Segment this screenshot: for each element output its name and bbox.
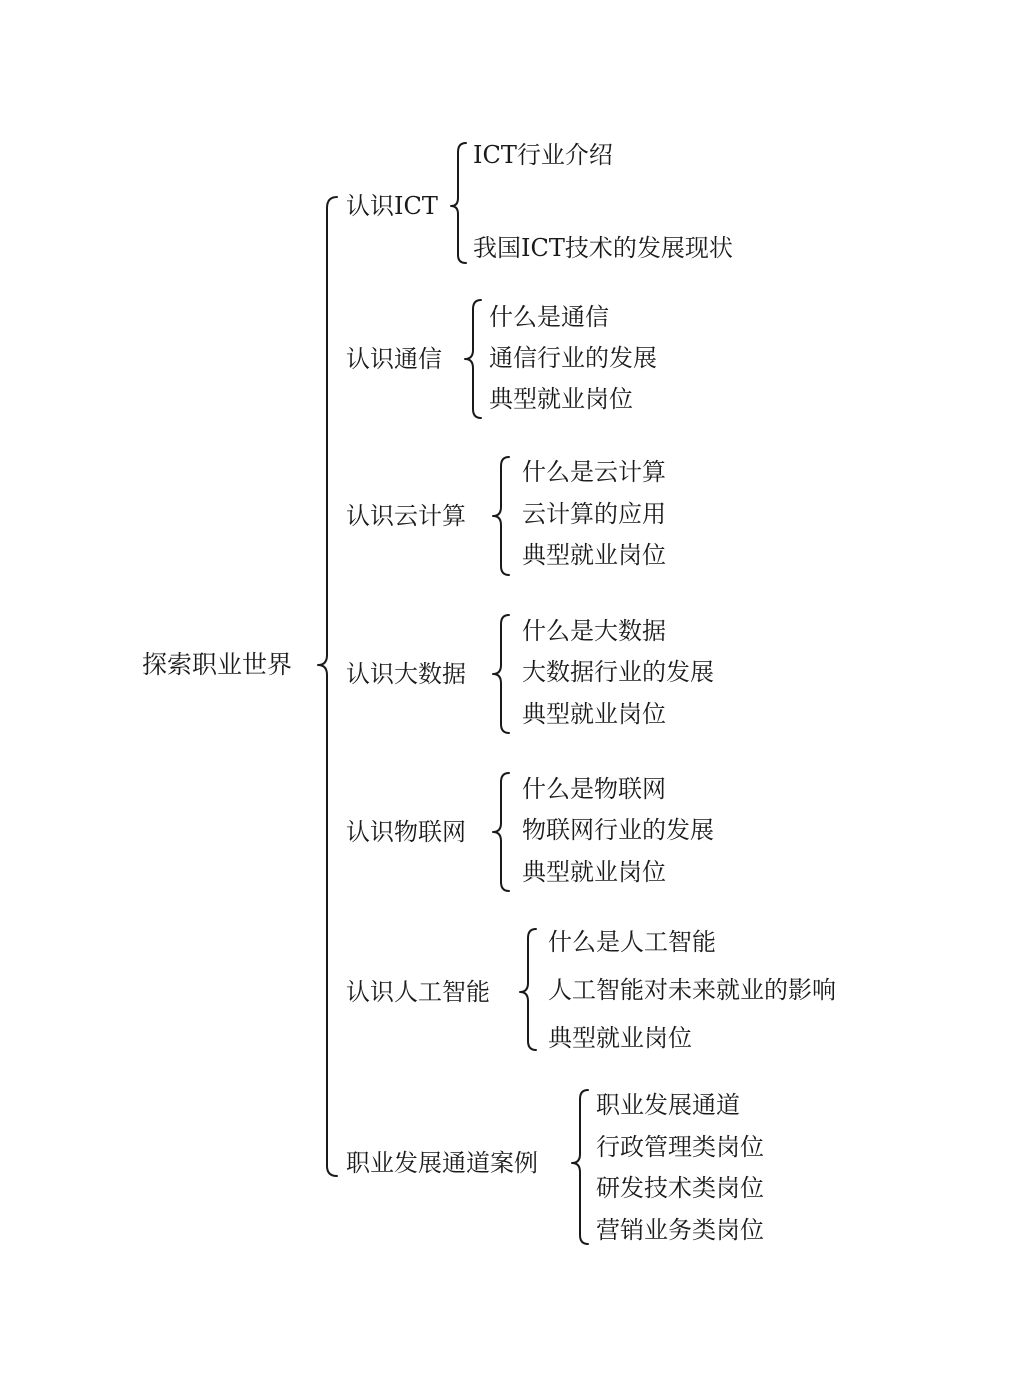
section-ict-brace (451, 143, 466, 263)
section-career-item-3: 研发技术类岗位 (596, 1174, 764, 1202)
section-bigdata-item-3: 典型就业岗位 (522, 700, 666, 728)
section-bigdata-title: 认识大数据 (346, 660, 466, 688)
section-cloud-item-3: 典型就业岗位 (522, 541, 666, 569)
section-ai-item-3: 典型就业岗位 (548, 1024, 692, 1052)
section-career-item-4: 营销业务类岗位 (596, 1216, 764, 1244)
section-ai-item-2: 人工智能对未来就业的影响 (548, 976, 836, 1004)
section-iot-item-2: 物联网行业的发展 (522, 816, 714, 844)
section-ict-title: 认识ICT (346, 192, 438, 220)
section-iot-item-1: 什么是物联网 (522, 775, 666, 803)
section-telecom-title: 认识通信 (346, 345, 442, 373)
section-telecom-item-1: 什么是通信 (489, 303, 609, 331)
section-iot-item-3: 典型就业岗位 (522, 858, 666, 886)
section-ict-item-1: ICT行业介绍 (473, 141, 613, 169)
section-bigdata-item-1: 什么是大数据 (522, 617, 666, 645)
section-iot-brace (493, 773, 509, 891)
section-cloud-item-1: 什么是云计算 (522, 458, 666, 486)
section-telecom-item-3: 典型就业岗位 (489, 385, 633, 413)
section-career-brace (572, 1090, 588, 1244)
section-career-title: 职业发展通道案例 (346, 1149, 538, 1177)
root-node: 探索职业世界 (142, 650, 293, 679)
section-bigdata-brace (493, 615, 509, 733)
section-ai-title: 认识人工智能 (346, 978, 490, 1006)
section-telecom-item-2: 通信行业的发展 (489, 344, 657, 372)
section-cloud-item-2: 云计算的应用 (522, 500, 666, 528)
root-brace (318, 197, 337, 1176)
section-iot-title: 认识物联网 (346, 818, 466, 846)
section-cloud-brace (493, 457, 509, 575)
section-ai-item-1: 什么是人工智能 (548, 928, 716, 956)
section-ai-brace (520, 929, 536, 1050)
section-cloud-title: 认识云计算 (346, 502, 466, 530)
section-bigdata-item-2: 大数据行业的发展 (522, 658, 714, 686)
section-telecom-brace (465, 300, 481, 418)
section-career-item-2: 行政管理类岗位 (596, 1133, 764, 1161)
section-ict-item-2: 我国ICT技术的发展现状 (473, 234, 733, 262)
section-career-item-1: 职业发展通道 (596, 1091, 740, 1119)
